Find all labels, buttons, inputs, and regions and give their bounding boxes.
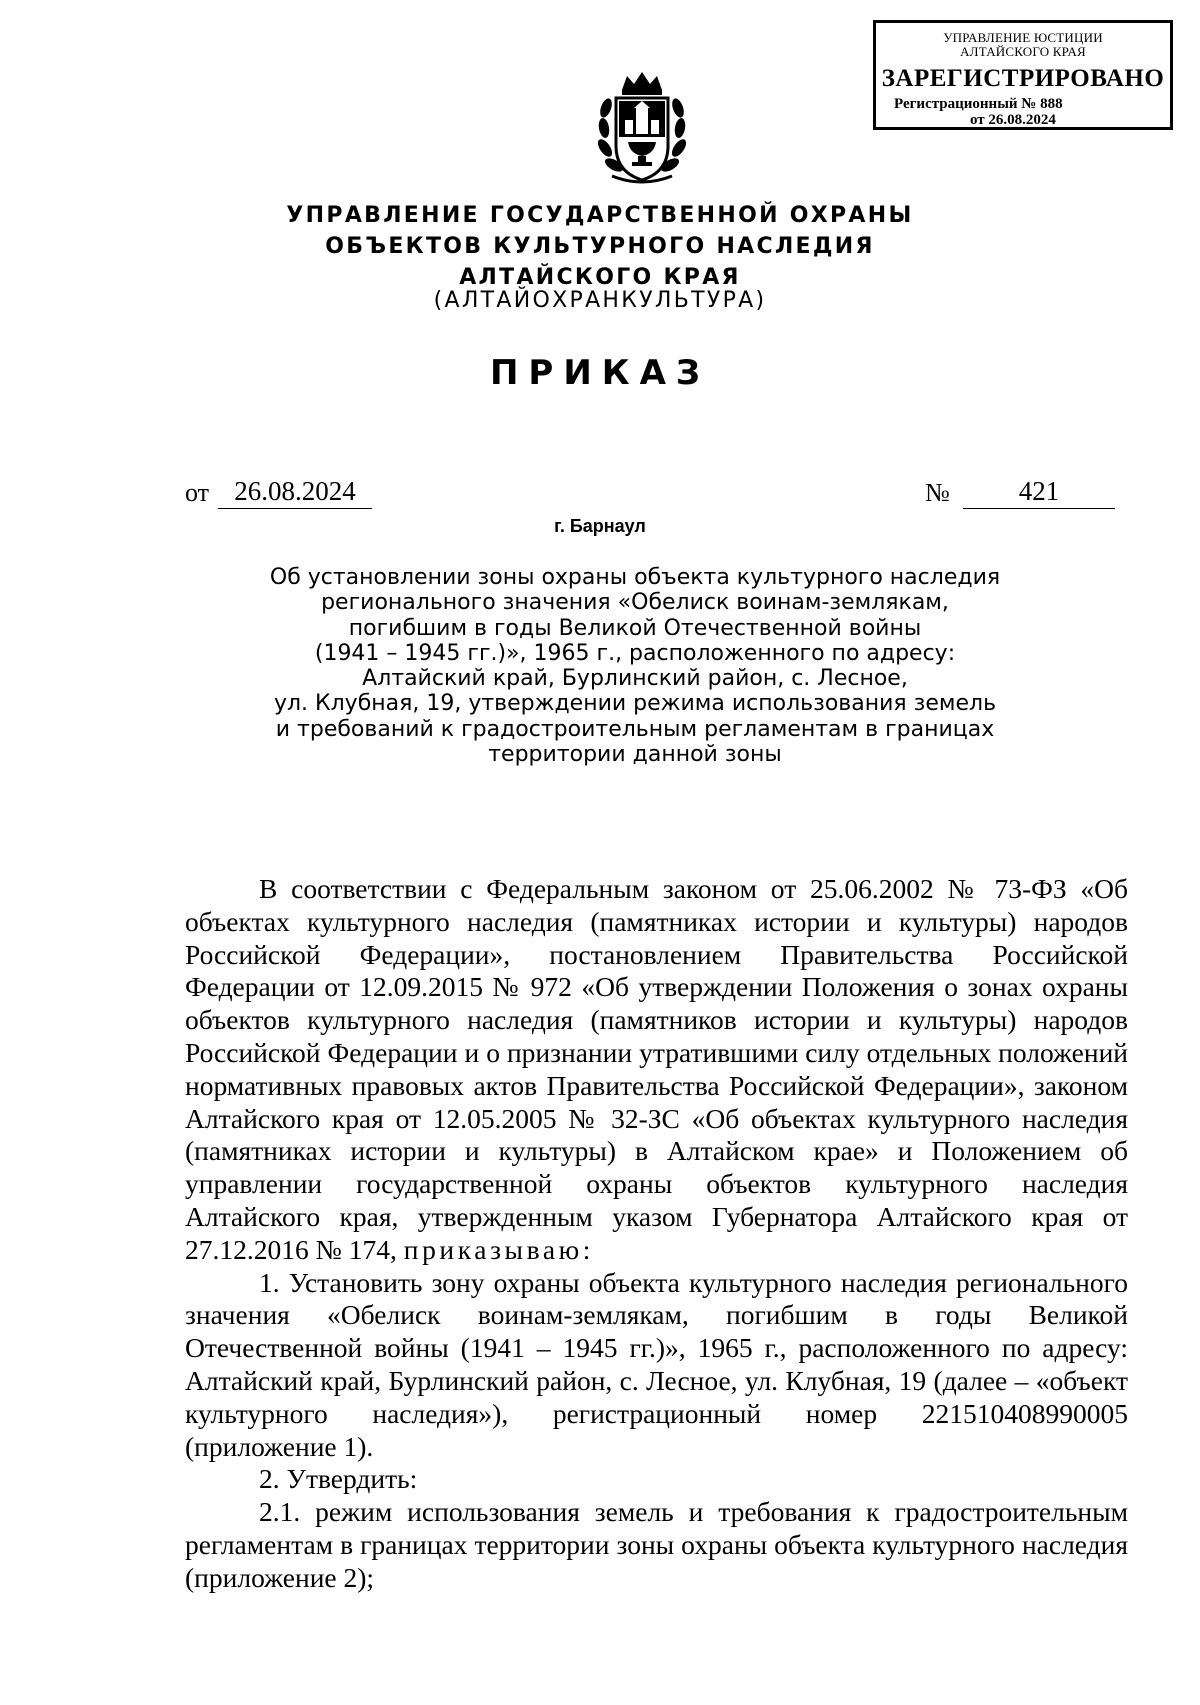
org-line3: АЛТАЙСКОГО КРАЯ: [459, 265, 741, 290]
date-label: от: [185, 478, 210, 507]
document-subject: [250, 565, 1020, 767]
subject-line: регионального значения «Обелиск воинам-землякам,: [321, 590, 949, 616]
subject-line: Об установлении зоны охраны объекта культурного наследия: [269, 565, 1001, 590]
stamp-status: ЗАРЕГИСТРИРОВАНО: [881, 65, 1165, 92]
stamp-org-line2: АЛТАЙСКОГО КРАЯ: [960, 44, 1086, 59]
subject-line: ул. Клубная, 19, утверждении режима использования земель: [273, 691, 997, 717]
order-colon: :: [582, 1233, 591, 1265]
number-label: №: [925, 478, 950, 507]
stamp-org-line1: УПРАВЛЕНИЕ ЮСТИЦИИ: [943, 30, 1103, 45]
document-date: 26.08.2024: [218, 474, 372, 509]
stamp-registration-date: от 26.08.2024: [970, 112, 1056, 128]
item-2-paragraph: 2. Утвердить:: [259, 1463, 418, 1495]
registration-stamp: [873, 20, 1173, 130]
organization-short-name: (АЛТАЙОХРАНКУЛЬТУРА): [433, 288, 767, 313]
stamp-organization: [876, 31, 1170, 59]
org-line2: ОБЪЕКТОВ КУЛЬТУРНОГО НАСЛЕДИЯ: [325, 234, 875, 259]
organization-name: [0, 200, 1200, 293]
item-1-paragraph: 1. Установить зону охраны объекта культурного наследия регионального значения «Обелиск воинам-землякам, погибшим в годы Великой Отечественной войны (1941 – 1945 гг.)», 1965 г., расположенного по адресу: Алтайский край, Бурлинский район, с. Лесное, ул. Клубная, 19 (далее – «объект культурного наследия»), регистрационный номер 221510408990005 (приложение 1).: [185, 1266, 1128, 1462]
preamble-text: В соответствии с Федеральным законом от 25.06.2002 № 73-ФЗ «Об объектах культурного наследия (памятниках истории и культуры) народов Российской Федерации», постановлением Правительства Российской Федерации от 12.09.2015 № 972 «Об утверждении Положения о зонах охраны объектов культурного наследия (памятников истории и культуры) народов Российской Федерации и о признании утратившими силу отдельных положений нормативных правовых актов Правительства Российской Федерации», законом Алтайского края от 12.05.2005 № 32-ЗС «Об объектах культурного наследия (памятниках истории и культуры) в Алтайском крае» и Положением об управлении государственной охраны объектов культурного наследия Алтайского края, утвержденным указом Губернатора Алтайского края от 27.12.2016 № 174,: [185, 873, 1128, 1265]
order-word: приказываю: [403, 1233, 583, 1265]
subject-line: погибшим в годы Великой Отечественной войны: [348, 615, 922, 641]
city-name: г. Барнаул: [554, 516, 646, 536]
subject-line: Алтайский край, Бурлинский район, с. Лесное,: [362, 666, 908, 692]
subject-line: и требований к градостроительным регламентам в границах: [275, 716, 995, 742]
document-number: 421: [963, 474, 1115, 509]
stamp-registration-number: Регистрационный № 888: [894, 96, 1063, 112]
subject-line: (1941 – 1945 гг.)», 1965 г., расположенного по адресу:: [314, 640, 956, 666]
item-2-1-paragraph: 2.1. режим использования земель и требования к градостроительным регламентам в границах территории зоны охраны объекта культурного наследия (приложение 2);: [185, 1496, 1128, 1593]
preamble-paragraph: [185, 873, 1128, 1267]
org-line1: УПРАВЛЕНИЕ ГОСУДАРСТВЕННОЙ ОХРАНЫ: [286, 203, 914, 228]
subject-line: территории данной зоны: [488, 742, 782, 768]
document-body: [185, 873, 1128, 1595]
document-type-title: ПРИКАЗ: [489, 353, 711, 393]
coat-of-arms-icon: [592, 68, 692, 188]
